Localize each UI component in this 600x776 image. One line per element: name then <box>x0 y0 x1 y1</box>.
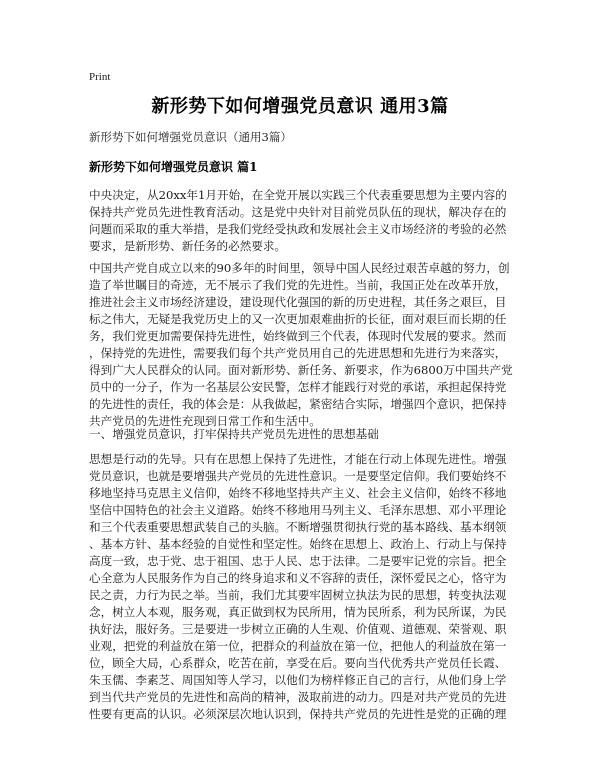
paragraph-line: 性要有更高的认识。必须深层次地认识到，保持共产党员的先进性是党的正确的理 <box>89 707 507 721</box>
paragraph-line: 得到广大人民群众的认同。面对新形势、新任务、新要求，作为6800万中国共产党 <box>89 363 513 377</box>
paragraph-line: 和三个代表重要思想武装自己的头脑。不断增强贯彻执行党的基本路线、基本纲领 <box>89 520 507 534</box>
paragraph-line: 党员意识，也就是要增强共产党员的先进性意识。一是要坚定信仰。我们要始终不 <box>89 469 507 483</box>
paragraph-line: ，保持党的先进性，需要我们每个共产党员用自己的先进思想和先进行为来落实， <box>89 346 507 360</box>
paragraph-line: 造了举世瞩目的奇迹，无不展示了我们党的先进性。当前，我国正处在改革开放， <box>89 278 507 292</box>
paragraph-line: 思想是行动的先导。只有在思想上保持了先进性，才能在行动上体现先进性。增强 <box>89 452 507 466</box>
paragraph-line: 高度一致，忠于党、忠于祖国、忠于人民、忠于法律。二是要牢记党的宗旨。把全 <box>89 554 507 568</box>
document-title: 新形势下如何增强党员意识 通用3篇 <box>151 96 449 117</box>
paragraph-line: 中央决定，从20xx年1月开始，在全党开展以实践三个代表重要思想为主要内容的 <box>89 188 507 202</box>
paragraph-line: 到当代共产党员的先进性和高尚的精神，汲取前进的动力。四是对共产党员的先进 <box>89 690 507 704</box>
paragraph-line: 执好法，服好务。三是要进一步树立正确的人生观、价值观、道德观、荣誉观、职 <box>89 622 507 636</box>
document-subtitle: 新形势下如何增强党员意识（通用3篇） <box>89 130 292 144</box>
paragraph-3 <box>89 451 519 723</box>
paragraph-line: 心全意为人民服务作为自己的终身追求和义不容辞的责任，深怀爱民之心，恪守为 <box>89 571 507 585</box>
paragraph-2 <box>89 260 519 430</box>
paragraph-line: 标之伟大，无疑是我党历史上的又一次更加艰难曲折的长征，面对艰巨而长期的任 <box>89 312 507 326</box>
subsection-heading-text: 一、增强党员意识，打牢保持共产党员先进性的思想基础 <box>89 427 379 441</box>
paragraph-line: 移地坚持马克思主义信仰，始终不移地坚持共产主义、社会主义信仰，始终不移地 <box>89 486 507 500</box>
paragraph-line: 的先进性的责任，我的体会是：从我做起，紧密结合实际，增强四个意识，把保持 <box>89 397 507 411</box>
paragraph-line: 务，我们党更加需要保持先进性，始终做到三个代表，体现时代发展的要求。然而 <box>89 329 507 343</box>
paragraph-line: 位，顾全大局，心系群众，吃苦在前，享受在后。要向当代优秀共产党员任长霞、 <box>89 656 507 670</box>
paragraph-line: 推进社会主义市场经济建设，建设现代化强国的新的历史进程，其任务之艰巨，目 <box>89 295 507 309</box>
paragraph-1 <box>89 187 519 255</box>
section-heading: 新形势下如何增强党员意识 篇1 <box>89 160 258 174</box>
print-label: Print <box>89 71 111 83</box>
subsection-heading <box>89 426 519 443</box>
paragraph-line: 共产党员的先进性充现到日常工作和生活中。 <box>89 414 321 428</box>
paragraph-line: 念，树立人本观，服务观，真正做到权为民所用，情为民所系，利为民所谋，为民 <box>89 605 507 619</box>
paragraph-line: 要求，是新形势、新任务的必然要求。 <box>89 239 287 253</box>
paragraph-line: 员中的一分子，作为一名基层公安民警，怎样才能践行对党的承诺，承担起保持党 <box>89 380 507 394</box>
paragraph-line: 坚信中国特色的社会主义道路。始终不移地用马列主义、毛泽东思想、邓小平理论 <box>89 503 507 517</box>
paragraph-line: 、基本方针、基本经验的自觉性和坚定性。始终在思想上、政治上、行动上与保持 <box>89 537 507 551</box>
paragraph-line: 业观，把党的利益放在第一位，把群众的利益放在第一位，把他人的利益放在第一 <box>89 639 507 653</box>
paragraph-line: 保持共产党员先进性教育活动。这是党中央针对目前党员队伍的现状，解决存在的 <box>89 205 507 219</box>
paragraph-line: 民之责，力行为民之举。当前，我们尤其要牢固树立执法为民的思想，转变执法观 <box>89 588 507 602</box>
paragraph-line: 中国共产党自成立以来的90多年的时间里，领导中国人民经过艰苦卓越的努力，创 <box>89 261 510 275</box>
paragraph-line: 问题而采取的重大举措，是我们党经受执政和发展社会主义市场经济的考验的必然 <box>89 222 507 236</box>
paragraph-line: 朱玉儒、李素芝、周国知等人学习，以他们为榜样修正自己的言行，从他们身上学 <box>89 673 507 687</box>
